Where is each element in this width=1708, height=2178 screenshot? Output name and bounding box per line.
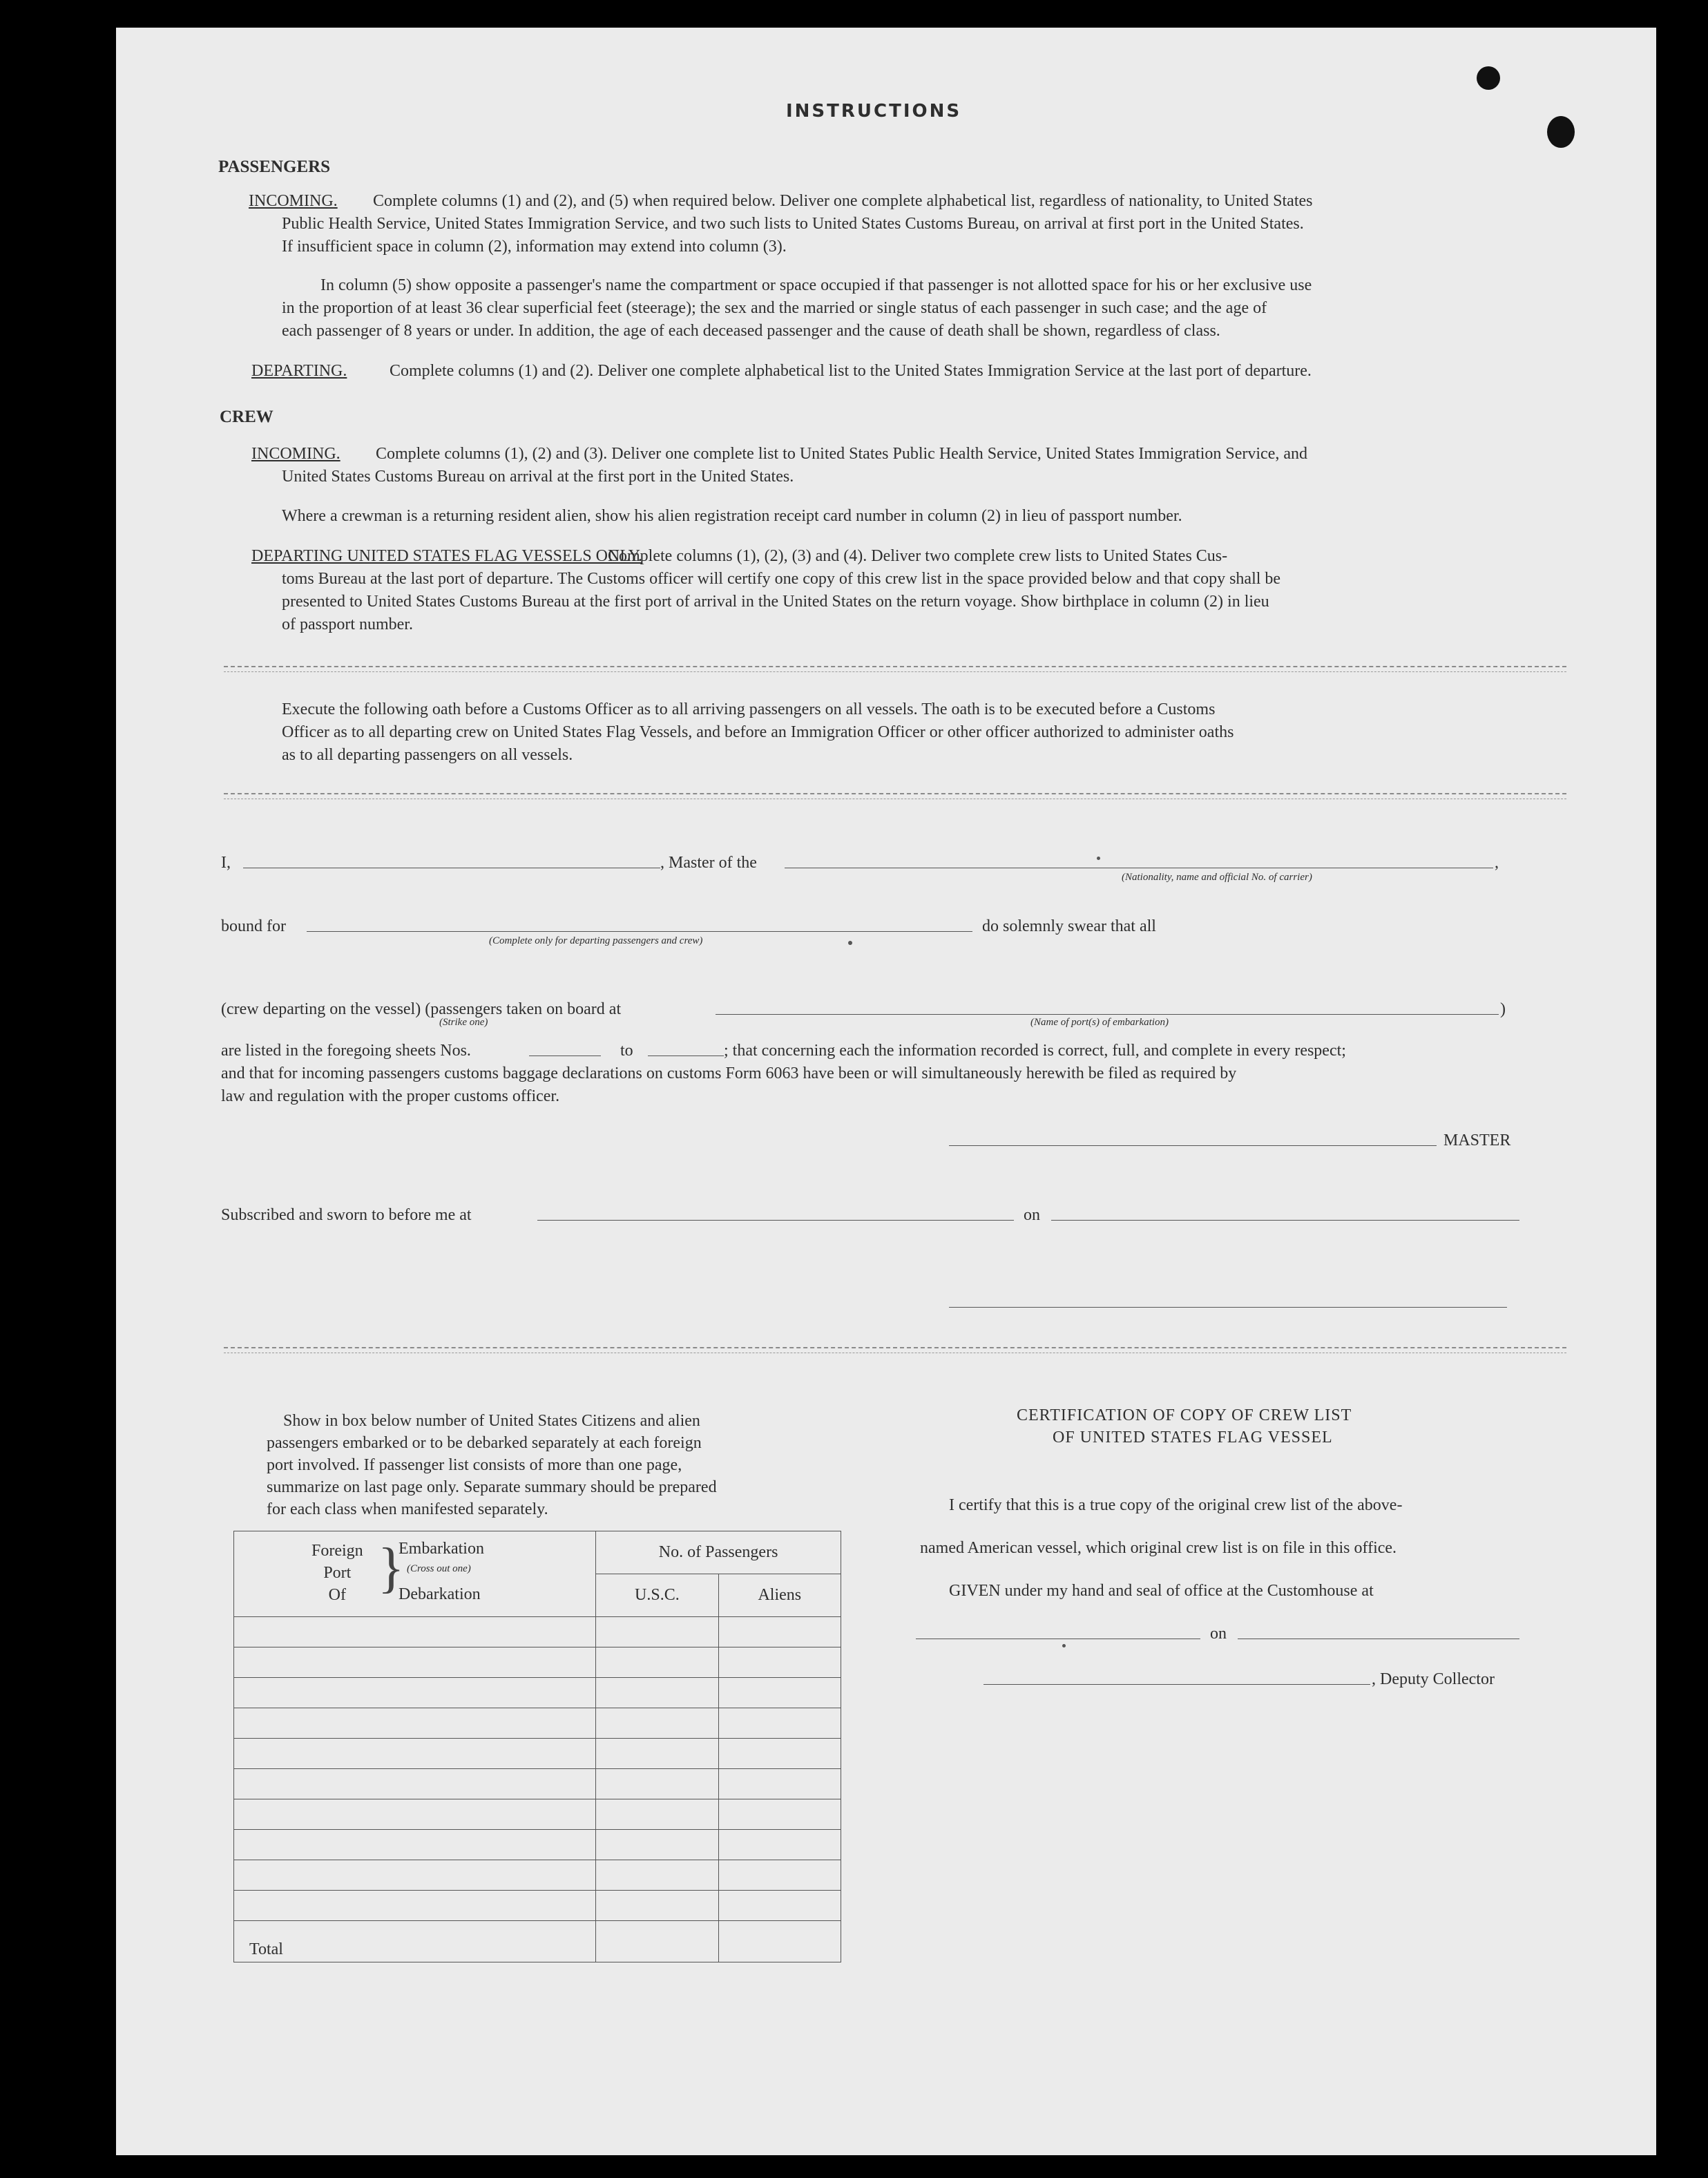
brace-glyph: } [378,1538,405,1598]
crew-departing-text: (crew departing on the vessel) (passengers taken on board at [221,1000,622,1018]
listed-to: to [620,1042,633,1060]
usc-total-cell[interactable] [596,1921,718,1962]
port-cell[interactable] [234,1830,596,1860]
table-row [234,1617,841,1647]
crew-incoming-label: INCOMING. [251,445,340,463]
foreign-port-of [311,1540,363,1606]
carrier-caption: (Nationality, name and official No. of carrier) [1122,872,1312,883]
ink-blot-mark [1477,66,1500,90]
sworn-date-field[interactable] [1051,1220,1519,1221]
speck-mark [1097,857,1100,860]
column5-line-1: In column (5) show opposite a passenger's name the compartment or space occupied if that passenger is not allotted space for his or her exclusive use [320,276,1312,294]
usc-cell[interactable] [596,1647,718,1678]
passengers-incoming-label: INCOMING. [249,192,338,210]
certify-line-1: I certify that this is a true copy of the original crew list of the above- [949,1496,1403,1514]
passengers-incoming-line-3: If insufficient space in column (2), information may extend into column (3). [282,238,787,256]
table-row [234,1769,841,1799]
separator-1b [224,671,1566,672]
sworn-place-field[interactable] [537,1220,1014,1221]
port-cell[interactable] [234,1891,596,1921]
page-title: INSTRUCTIONS [786,101,962,122]
certification-on-label: on [1210,1625,1227,1643]
passengers-incoming-line-2: Public Health Service, United States Immigration Service, and two such lists to United States Customs Bureau, on arrival at first port in the United States. [282,215,1304,233]
usc-cell[interactable] [596,1769,718,1799]
master-of-the-label: , Master of the [660,854,757,872]
crew-departing-label: DEPARTING UNITED STATES FLAG VESSELS ONLY. [251,547,642,565]
given-text: GIVEN under my hand and seal of office at the Customhouse at [949,1582,1374,1600]
total-label: Total [234,1921,596,1962]
listed-text-4: law and regulation with the proper customs officer. [221,1087,560,1105]
passenger-summary-table [233,1531,841,1962]
port-cell[interactable] [234,1708,596,1739]
debarkation-label: Debarkation [399,1585,481,1603]
bound-for-field[interactable] [307,931,972,932]
embarkation-port-field[interactable] [716,1014,1499,1015]
crew-heading: CREW [220,408,274,426]
passengers-departing-label: DEPARTING. [251,362,347,380]
column5-line-2: in the proportion of at least 36 clear superficial feet (steerage); the sex and the married or single status of each passenger in such case; and the age of [282,299,1267,317]
port-cell[interactable] [234,1739,596,1769]
port-cell[interactable] [234,1860,596,1891]
crew-departing-line-1: Complete columns (1), (2), (3) and (4). Deliver two complete crew lists to United States Cus- [608,547,1228,565]
sworn-on-label: on [1024,1206,1040,1224]
usc-cell[interactable] [596,1860,718,1891]
aliens-cell[interactable] [718,1739,841,1769]
aliens-cell[interactable] [718,1830,841,1860]
speck-mark [1062,1644,1066,1647]
oath-instruction-line-3: as to all departing passengers on all vessels. [282,746,573,764]
aliens-cell[interactable] [718,1708,841,1739]
aliens-cell[interactable] [718,1891,841,1921]
speck-mark [848,941,852,945]
certify-line-2: named American vessel, which original crew list is on file in this office. [920,1539,1397,1557]
bound-for-label: bound for [221,917,286,935]
cross-out-caption: (Cross out one) [407,1563,471,1574]
port-cell[interactable] [234,1647,596,1678]
certification-title-1: CERTIFICATION OF COPY OF CREW LIST [1017,1406,1352,1424]
no-of-passengers-header: No. of Passengers [596,1531,841,1574]
passengers-incoming-line-1: Complete columns (1) and (2), and (5) when required below. Deliver one complete alphabetical list, regardless of nationality, to United States [373,192,1313,210]
embarkation-caption: (Name of port(s) of embarkation) [1030,1017,1169,1028]
foreign-label: Foreign [311,1542,363,1560]
aliens-cell[interactable] [718,1617,841,1647]
table-row [234,1830,841,1860]
separator-1 [224,666,1566,667]
crew-departing-line-2: toms Bureau at the last port of departure. The Customs officer will certify one copy of this crew list in the space provided below and that copy shall be [282,570,1281,588]
usc-cell[interactable] [596,1830,718,1860]
total-row [234,1921,841,1962]
table-row [234,1647,841,1678]
summary-line-3: port involved. If passenger list consists of more than one page, [267,1456,682,1474]
close-paren: ) [1500,1000,1506,1018]
usc-cell[interactable] [596,1799,718,1830]
usc-cell[interactable] [596,1891,718,1921]
column5-line-3: each passenger of 8 years or under. In addition, the age of each deceased passenger and the cause of death shall be shown, regardless of class. [282,322,1220,340]
usc-cell[interactable] [596,1739,718,1769]
table-row [234,1678,841,1708]
separator-3 [224,1347,1566,1348]
officer-signature-field[interactable] [949,1307,1507,1308]
aliens-cell[interactable] [718,1678,841,1708]
oath-instruction-line-1: Execute the following oath before a Customs Officer as to all arriving passengers on all vessels. The oath is to be executed before a Customs [282,700,1216,718]
listed-text-2: ; that concerning each the information recorded is correct, full, and complete in every respect; [724,1042,1346,1060]
aliens-cell[interactable] [718,1647,841,1678]
crew-incoming-line-1: Complete columns (1), (2) and (3). Deliver one complete list to United States Public Health Service, United States Immigration Service, and [376,445,1308,463]
certification-title-2: OF UNITED STATES FLAG VESSEL [1053,1429,1333,1446]
embarkation-label: Embarkation [399,1540,484,1558]
strike-one-caption: (Strike one) [439,1017,488,1028]
aliens-cell[interactable] [718,1769,841,1799]
deputy-collector-label: , Deputy Collector [1372,1670,1495,1688]
master-signature-field[interactable] [949,1145,1437,1146]
swear-text: do solemnly swear that all [982,917,1156,935]
table-row [234,1739,841,1769]
aliens-header: Aliens [718,1574,841,1617]
port-cell[interactable] [234,1799,596,1830]
passengers-heading: PASSENGERS [218,157,331,176]
passengers-departing-text: Complete columns (1) and (2). Deliver one complete alphabetical list to the United States Immigration Service at the last port of departure. [390,362,1312,380]
port-cell[interactable] [234,1769,596,1799]
aliens-cell[interactable] [718,1860,841,1891]
deputy-signature-field[interactable] [983,1684,1370,1685]
usc-cell[interactable] [596,1708,718,1739]
usc-cell[interactable] [596,1617,718,1647]
of-label: Of [328,1586,346,1604]
table-row [234,1708,841,1739]
oath-instruction-line-2: Officer as to all departing crew on United States Flag Vessels, and before an Immigration Officer or other officer authorized to administer oaths [282,723,1234,741]
port-cell[interactable] [234,1678,596,1708]
master-label: MASTER [1443,1131,1511,1149]
port-label: Port [323,1564,352,1582]
summary-line-1: Show in box below number of United States Citizens and alien [283,1412,700,1430]
crew-departing-line-3: presented to United States Customs Bureau at the first port of arrival in the United States on the return voyage. Show birthplace in column (2) in lieu [282,593,1269,611]
carrier-comma: , [1495,854,1499,872]
summary-line-4: summarize on last page only. Separate summary should be prepared [267,1478,717,1496]
separator-2 [224,793,1566,794]
table-row [234,1891,841,1921]
usc-cell[interactable] [596,1678,718,1708]
crew-incoming-line-2: United States Customs Bureau on arrival at the first port in the United States. [282,468,794,486]
aliens-cell[interactable] [718,1799,841,1830]
ink-blot-mark [1547,116,1575,148]
form-sheet [116,28,1656,2155]
aliens-total-cell[interactable] [718,1921,841,1962]
crew-departing-line-4: of passport number. [282,615,413,633]
sheet-to-field[interactable] [648,1055,724,1056]
port-cell[interactable] [234,1617,596,1647]
subscribed-label: Subscribed and sworn to before me at [221,1206,472,1224]
summary-line-5: for each class when manifested separately. [267,1500,548,1518]
table-row [234,1799,841,1830]
listed-text-1: are listed in the foregoing sheets Nos. [221,1042,471,1060]
departing-caption: (Complete only for departing passengers and crew) [489,935,703,946]
port-header-cell [234,1531,596,1617]
oath-i-label: I, [221,854,231,872]
sheet-from-field[interactable] [529,1055,601,1056]
summary-line-2: passengers embarked or to be debarked separately at each foreign [267,1434,702,1452]
resident-alien-text: Where a crewman is a returning resident alien, show his alien registration receipt card number in column (2) in lieu of passport number. [282,507,1182,525]
listed-text-3: and that for incoming passengers customs baggage declarations on customs Form 6063 have been or will simultaneously herewith be filed as required by [221,1064,1237,1082]
usc-header: U.S.C. [596,1574,718,1617]
table-row [234,1860,841,1891]
